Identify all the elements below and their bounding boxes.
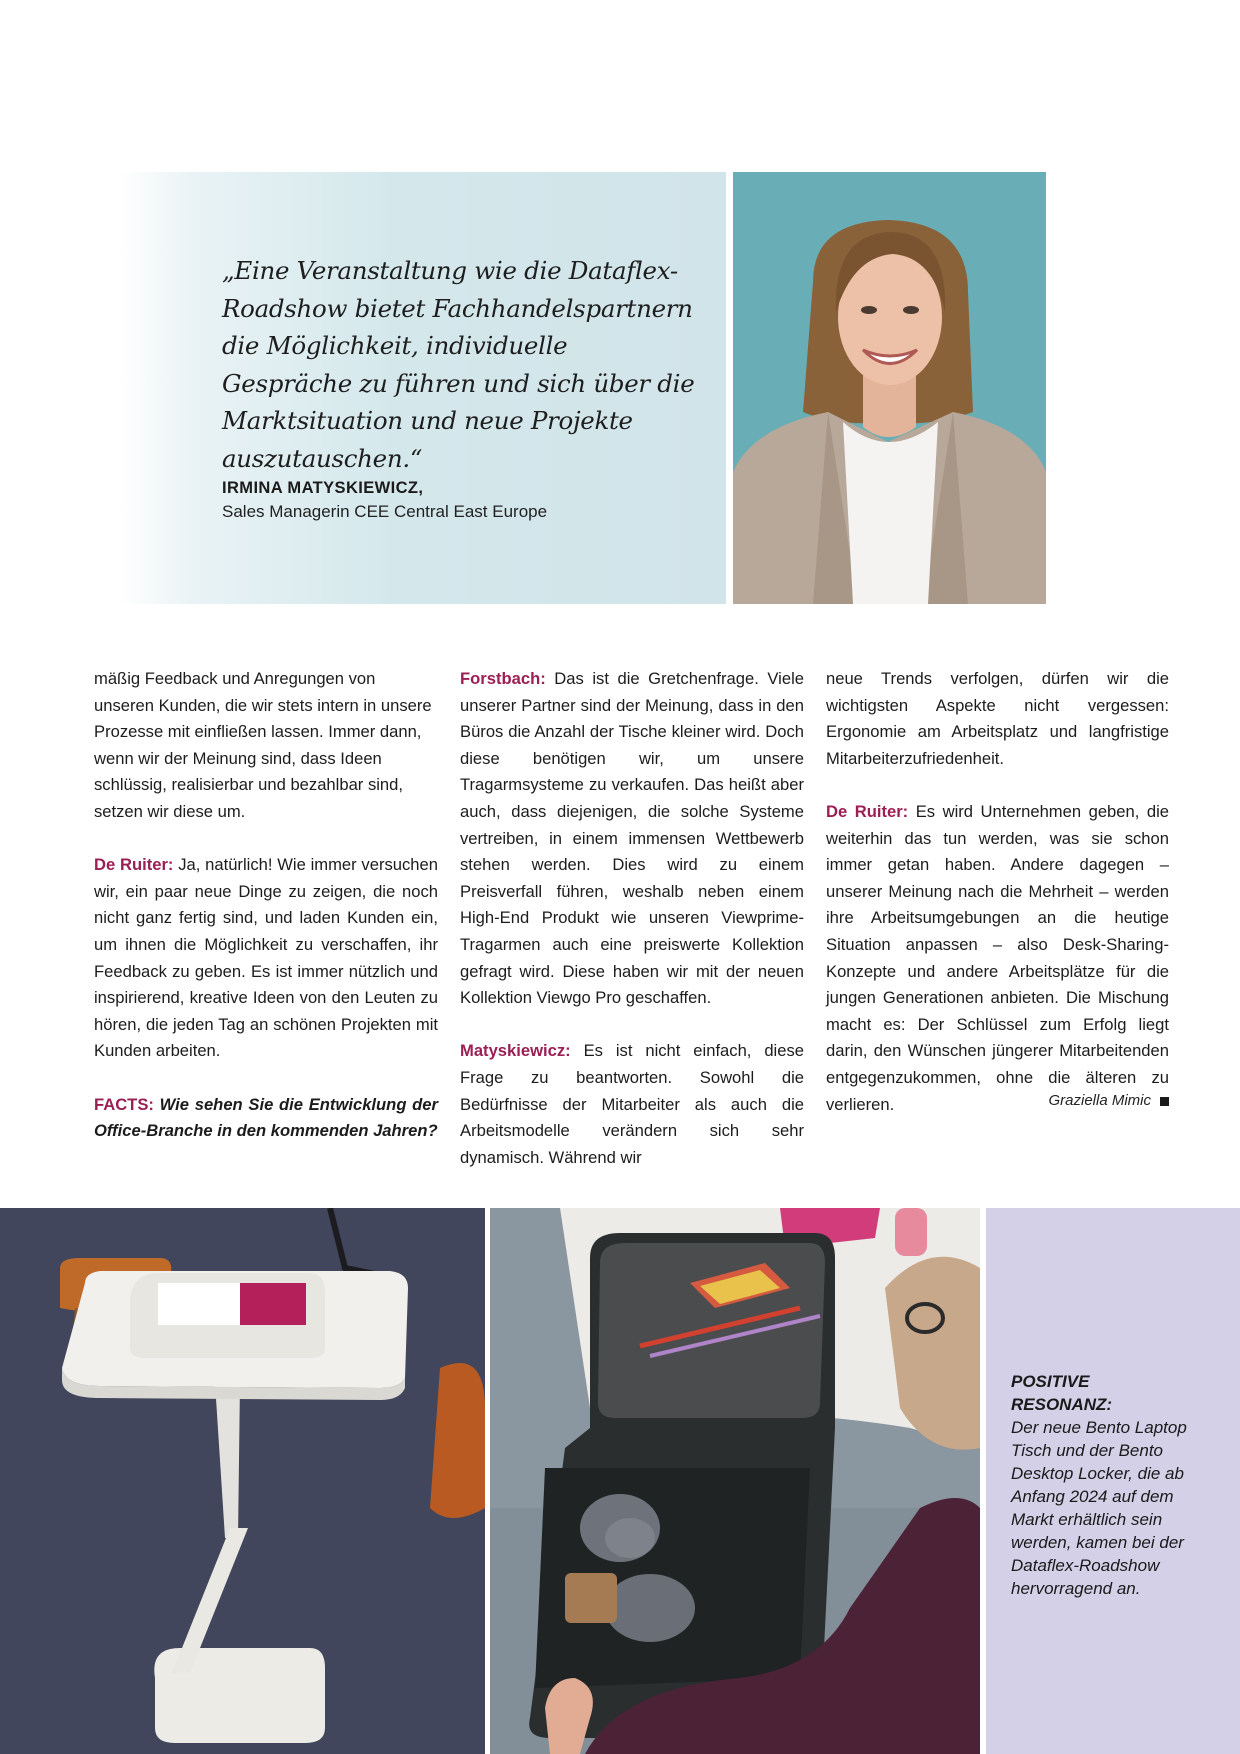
speaker-label: De Ruiter: bbox=[94, 855, 174, 875]
speaker-label: Matyskiewicz: bbox=[460, 1041, 571, 1061]
paragraph bbox=[826, 799, 1169, 1118]
paragraph bbox=[826, 666, 1169, 772]
paragraph-text: Es wird Unternehmen geben, die weiterhin das tun werden, was sie schon immer getan haben. Andere dagegen – unserer Meinung nach die Mehrheit – werden ihre Arbeitsumgebungen an die heutige Situation anpassen – also Desk-Sharing-Konzepte und andere Arbeitsplätze für die jungen Generationen anbieten. Die Mischung macht es: Der Schlüssel zum Erfolg liegt darin, den Wünschen jüngerer Mitarbeitenden entgegenzukommen, ohne die älteren zu verlieren. bbox=[826, 801, 1170, 1114]
laptop-table-photo bbox=[0, 1208, 485, 1754]
portrait-photo bbox=[733, 172, 1046, 604]
question-paragraph bbox=[94, 1092, 438, 1145]
speaker-label: FACTS: bbox=[94, 1094, 154, 1114]
paragraph bbox=[460, 1038, 804, 1171]
paragraph-text: mäßig Feedback und Anregungen von unseren Kunden, die wir stets intern in unsere Prozesse mit einfließen lassen. Immer dann, wenn wir der Meinung sind, dass Ideen schlüssig, realisierbar und bezahlbar sind, setzen wir diese um. bbox=[94, 669, 432, 821]
paragraph bbox=[460, 666, 804, 1012]
pull-quote: „Eine Veranstaltung wie die Dataflex-Roadshow bietet Fachhandelspartnern die Möglichkeit, individuelle Gespräche zu führen und sich über die Marktsituation und neue Projekte auszutauschen.“ bbox=[222, 256, 695, 473]
desktop-locker-photo bbox=[490, 1208, 980, 1754]
paragraph-text: Das ist die Gretchenfrage. Viele unserer Partner sind der Meinung, dass in den Büros die Anzahl der Tische kleiner wird. Doch diese benötigen wir, um unsere Tragarmsysteme zu verkaufen. Das heißt aber auch, dass diejenigen, die solche Systeme vertreiben, in einem immensen Wettbewerb stehen werden. Dies wird zu einem Preisverfall führen, weshalb neben einem High-End Produkt wie unseren Viewprime-Tragarmen auch eine preiswerte Kollektion gefragt wird. Diese haben wir mit der neuen Kollektion Viewgo Pro geschaffen. bbox=[460, 669, 804, 1008]
paragraph-text: Es ist nicht einfach, diese Frage zu beantworten. Sowohl die Bedürfnisse der Mitarbeiter als auch die Arbeitsmodelle verändern sich sehr dynamisch. Während wir bbox=[460, 1041, 804, 1167]
paragraph-text: neue Trends verfolgen, dürfen wir die wichtigsten Aspekte nicht vergessen: Ergonomie am Arbeitsplatz und langfristige Mitarbeiterzufriedenheit. bbox=[826, 669, 1169, 768]
text-column-1 bbox=[94, 666, 438, 1171]
speaker-label: Forstbach: bbox=[460, 669, 546, 688]
text-column-2 bbox=[460, 666, 804, 1198]
caption-title: POSITIVE RESONANZ: bbox=[1011, 1372, 1113, 1414]
end-mark-icon bbox=[1160, 1097, 1169, 1106]
laptop-table-illustration bbox=[0, 1208, 485, 1754]
interview-question: Wie sehen Sie die Entwicklung der Office-Branche in den kommenden Jahren? bbox=[94, 1094, 438, 1141]
paragraph bbox=[94, 852, 438, 1065]
paragraph bbox=[94, 666, 438, 826]
author-credit bbox=[826, 1092, 1169, 1109]
desktop-locker-illustration bbox=[490, 1208, 980, 1754]
text-column-3 bbox=[826, 666, 1169, 1145]
quote-author-name: IRMINA MATYSKIEWICZ, bbox=[222, 479, 424, 497]
quote-author-role: Sales Managerin CEE Central East Europe bbox=[222, 502, 548, 521]
author-name: Graziella Mimic bbox=[1048, 1092, 1151, 1109]
caption-text: Der neue Bento Laptop Tisch und der Bento Desktop Locker, die ab Anfang 2024 auf dem Markt erhältlich sein werden, kamen bei der Dataflex-Roadshow hervorragend an. bbox=[1011, 1418, 1187, 1598]
paragraph-text: Ja, natürlich! Wie immer versuchen wir, ein paar neue Dinge zu zeigen, die noch nicht ganz fertig sind, und laden Kunden ein, um ihnen die Möglichkeit zu verschaffen, ihr Feedback zu geben. Es ist immer nützlich und inspirierend, kreative Ideen von den Leuten zu hören, die jeden Tag an schönen Projekten mit Kunden arbeiten. bbox=[94, 855, 438, 1061]
portrait-illustration bbox=[733, 172, 1046, 604]
speaker-label: De Ruiter: bbox=[826, 801, 909, 821]
